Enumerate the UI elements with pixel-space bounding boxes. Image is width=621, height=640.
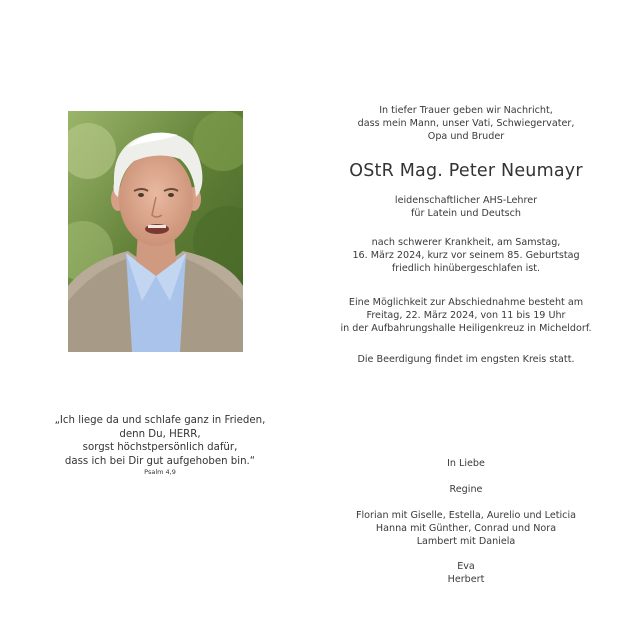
intro-line: In tiefer Trauer geben wir Nachricht, [379,105,553,116]
deceased-name: OStR Mag. Peter Neumayr [349,161,583,181]
farewell-line: Freitag, 22. März 2024, von 11 bis 19 Uhr [366,310,566,321]
quote-line: dass ich bei Dir gut aufgehoben bin.“ [64,455,256,467]
role-line: für Latein und Deutsch [411,208,521,219]
farewell-line: in der Aufbahrungshalle Heiligenkreuz in Micheldorf. [340,323,592,334]
farewell-line: Eine Möglichkeit zur Abschiednahme besteht am [348,297,584,308]
siblings-list [320,560,612,586]
farewell-text [318,296,614,335]
portrait-illustration [68,111,243,352]
burial-text: Die Beerdigung findet im engsten Kreis statt. [357,354,575,365]
role-text [320,194,612,220]
portrait-photo [68,111,243,352]
quote-line: sorgst höchstpersönlich dafür, [82,442,238,453]
intro-line: Opa und Bruder [427,131,505,142]
passing-line: nach schwerer Krankheit, am Samstag, [371,237,561,248]
intro-line: dass mein Mann, unser Vati, Schwiegervater, [357,118,575,129]
in-love-label: In Liebe [447,458,485,469]
children-list [320,509,612,548]
child-family: Lambert mit Daniela [416,536,516,547]
child-family: Hanna mit Günther, Conrad und Nora [375,523,557,534]
sibling-name: Eva [457,561,475,572]
child-family: Florian mit Giselle, Estella, Aurelio und Leticia [355,510,576,521]
spouse-name: Regine [449,484,483,495]
passing-line: friedlich hinübergeschlafen ist. [391,263,541,274]
quote-line: „Ich liege da und schlafe ganz in Frieden, [54,415,266,426]
psalm-quote [50,414,270,477]
role-line: leidenschaftlicher AHS-Lehrer [394,195,538,206]
quote-line: denn Du, HERR, [119,428,201,440]
passing-line: 16. März 2024, kurz vor seinem 85. Geburtstag [352,250,580,261]
quote-source: Psalm 4,9 [144,468,176,476]
intro-text [320,104,612,143]
sibling-name: Herbert [447,574,485,585]
passing-text [320,236,612,275]
